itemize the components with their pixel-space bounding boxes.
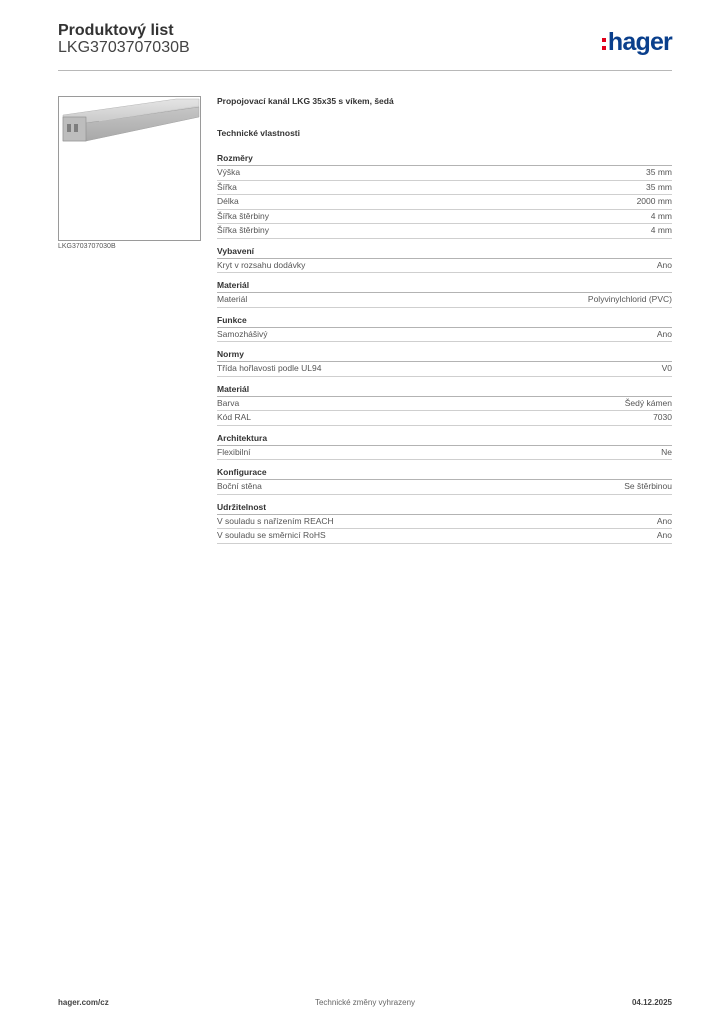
spec-label: Flexibilní [217, 446, 251, 457]
spec-row [217, 397, 672, 412]
footer-note: Technické změny vyhrazeny [314, 998, 416, 1007]
section-title: Materiál [217, 280, 672, 293]
spec-row [217, 195, 672, 210]
section-standards [217, 349, 672, 377]
spec-label: Výška [217, 167, 241, 177]
spec-value: 35 mm [646, 181, 672, 192]
spec-value: 2000 mm [636, 196, 672, 206]
product-code: LKG3703707030B [58, 39, 190, 56]
page-header [58, 20, 672, 71]
section-function [217, 315, 672, 343]
spec-row [217, 224, 672, 239]
spec-value: Ano [656, 328, 672, 339]
section-material-color [217, 384, 672, 426]
spec-label: Kód RAL [217, 412, 252, 422]
section-sustainability [217, 502, 672, 544]
section-architecture [217, 433, 672, 461]
logo-dots-icon [602, 34, 606, 52]
spec-label: V souladu s nařízením REACH [217, 515, 334, 526]
section-configuration [217, 467, 672, 495]
spec-value: Se štěrbinou [624, 481, 672, 491]
spec-row [217, 446, 672, 461]
section-title: Normy [217, 349, 672, 362]
spec-value: V0 [661, 363, 672, 373]
footer-date: 04.12.2025 [631, 998, 672, 1007]
logo-text: hager [607, 28, 672, 56]
spec-row [217, 480, 672, 495]
spec-label: Šířka [217, 181, 237, 192]
spec-row [217, 411, 672, 426]
section-title: Konfigurace [217, 467, 672, 480]
spec-row [217, 181, 672, 196]
spec-label: Materiál [217, 294, 248, 304]
spec-value: 4 mm [650, 210, 672, 221]
spec-label: Kryt v rozsahu dodávky [217, 259, 306, 270]
spec-row [217, 293, 672, 308]
spec-content [217, 96, 672, 551]
spec-value: Ano [656, 530, 672, 540]
section-title: Vybavení [217, 246, 672, 259]
spec-row [217, 529, 672, 544]
section-equipment [217, 246, 672, 274]
spec-row [217, 328, 672, 343]
spec-label: Třída hořlavosti podle UL94 [217, 363, 322, 373]
section-title: Funkce [217, 315, 672, 328]
spec-label: Barva [217, 397, 240, 408]
document-title: Produktový list [58, 22, 174, 39]
spec-value: 7030 [653, 412, 672, 422]
section-material [217, 280, 672, 308]
section-title: Architektura [217, 433, 672, 446]
spec-label: Samozhášivý [217, 328, 268, 339]
spec-row [217, 166, 672, 181]
spec-value: 4 mm [650, 225, 672, 235]
spec-value: Ano [656, 515, 672, 526]
spec-value: Ano [656, 259, 672, 270]
section-title: Materiál [217, 384, 672, 397]
spec-value: Šedý kámen [624, 397, 672, 408]
technical-heading: Technické vlastnosti [217, 128, 300, 138]
spec-row [217, 515, 672, 530]
product-description: Propojovací kanál LKG 35x35 s víkem, šedá [217, 96, 394, 106]
section-title: Rozměry [217, 153, 672, 166]
spec-row [217, 259, 672, 274]
spec-row [217, 362, 672, 377]
product-image [58, 96, 201, 241]
spec-row [217, 210, 672, 225]
spec-label: Boční stěna [217, 481, 262, 491]
image-caption: LKG3703707030B [58, 243, 116, 250]
spec-value: Polyvinylchlorid (PVC) [587, 294, 672, 304]
footer-website-link[interactable]: hager.com/cz [58, 998, 109, 1007]
spec-value: Ne [661, 446, 672, 457]
spec-label: Šířka štěrbiny [217, 210, 269, 221]
spec-value: 35 mm [646, 167, 672, 177]
cable-trunking-image [59, 97, 200, 240]
hager-logo [602, 28, 672, 57]
spec-label: Délka [217, 196, 239, 206]
spec-label: V souladu se směrnicí RoHS [217, 530, 326, 540]
spec-label: Šířka štěrbiny [217, 225, 269, 235]
section-dimensions [217, 153, 672, 239]
section-title: Udržitelnost [217, 502, 672, 515]
